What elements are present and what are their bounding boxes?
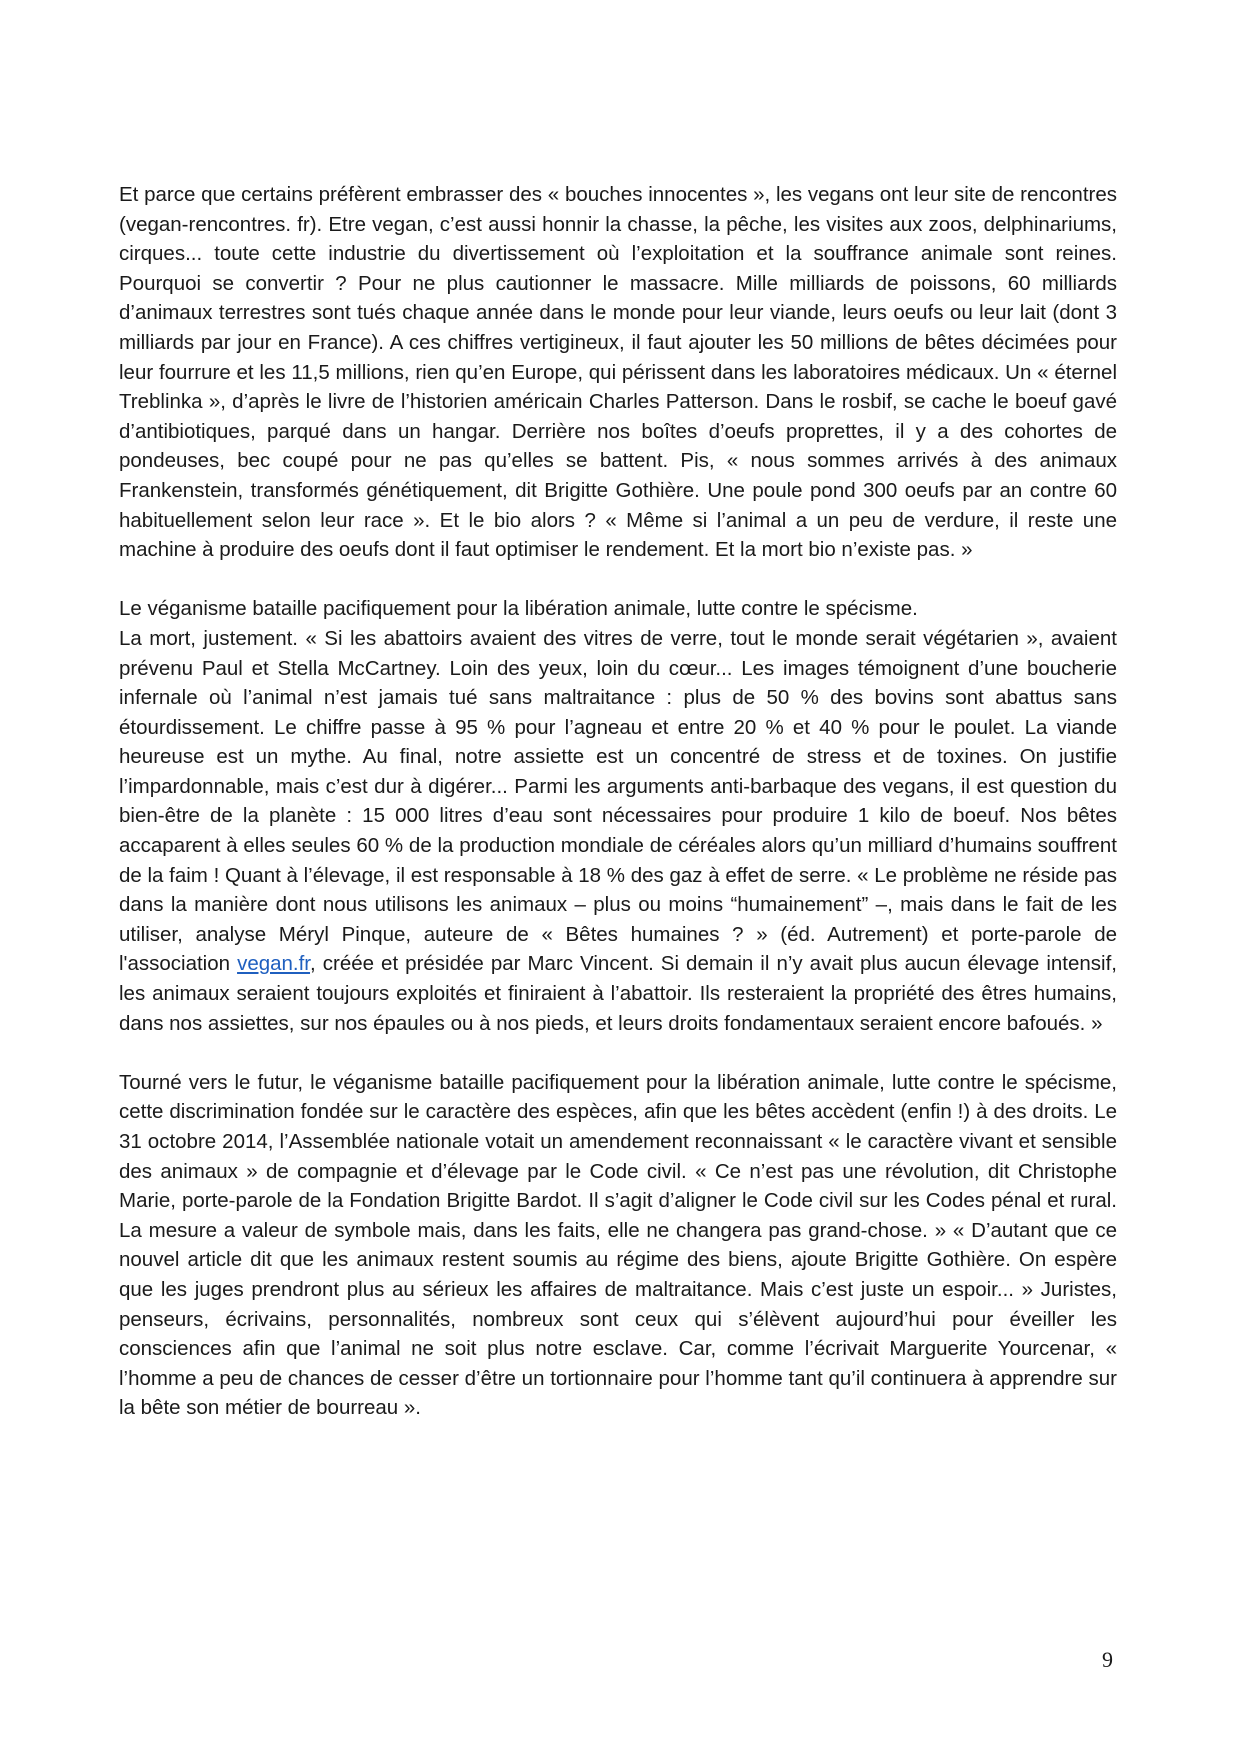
paragraph-slaughterhouses bbox=[119, 624, 1117, 1038]
paragraph-text-after-link: , créée et présidée par Marc Vincent. Si demain il n’y avait plus aucun élevage intensif, les animaux seraient toujours exploités et finiraient à l’abattoir. Ils resteraient la propriété des êtres humains, dans nos assiettes, sur nos épaules ou à nos pieds, et leurs droits fondamentaux seraient encore bafoués. » bbox=[119, 952, 1117, 1035]
paragraph-veganism-summary: Le véganisme bataille pacifiquement pour la libération animale, lutte contre le spécisme. bbox=[119, 597, 918, 621]
paragraph-animal-rights: Tourné vers le futur, le véganisme bataille pacifiquement pour la libération animale, lutte contre le spécisme, cette discrimination fondée sur le caractère des espèces, afin que les bêtes accèdent (enfin !) à des droits. Le 31 octobre 2014, l’Assemblée nationale votait un amendement reconnaissant « le caractère vivant et sensible des animaux » de compagnie et d’élevage par le Code civil. « Ce n’est pas une révolution, dit Christophe Marie, porte-parole de la Fondation Brigitte Bardot. Il s’agit d’aligner le Code civil sur les Codes pénal et rural. La mesure a valeur de symbole mais, dans les faits, elle ne changera pas grand-chose. » « D’autant que ce nouvel article dit que les animaux restent soumis au régime des biens, ajoute Brigitte Gothière. On espère que les juges prendront plus au sérieux les affaires de maltraitance. Mais c’est juste un espoir... » Juristes, penseurs, écrivains, personnalités, nombreux sont ceux qui s’élèvent aujourd’hui pour éveiller les consciences afin que l’animal ne soit plus notre esclave. Car, comme l’écrivait Marguerite Yourcenar, « l’homme a peu de chances de cesser d’être un tortionnaire pour l’homme tant qu’il continuera à apprendre sur la bête son métier de bourreau ». bbox=[119, 1070, 1117, 1420]
paragraph-dating-and-slaughter: Et parce que certains préfèrent embrasser des « bouches innocentes », les vegans ont leur site de rencontres (vegan-rencontres. fr). Etre vegan, c’est aussi honnir la chasse, la pêche, les visites aux zoos, delphinariums, cirques... toute cette industrie du divertissement où l’exploitation et la souffrance animale sont reines. Pourquoi se convertir ? Pour ne plus cautionner le massacre. Mille milliards de poissons, 60 milliards d’animaux terrestres sont tués chaque année dans le monde pour leur viande, leurs oeufs ou leur lait (dont 3 milliards par jour en France). A ces chiffres vertigineux, il faut ajouter les 50 millions de bêtes décimées pour leur fourrure et les 11,5 millions, rien qu’en Europe, qui périssent dans les laboratoires médicaux. Un « éternel Treblinka », d’après le livre de l’historien américain Charles Patterson. Dans le rosbif, se cache le boeuf gavé d’antibiotiques, parqué dans un hangar. Derrière nos boîtes d’oeufs proprettes, il y a des cohortes de pondeuses, bec coupé pour ne pas qu’elles se battent. Pis, « nous sommes arrivés à des animaux Frankenstein, transformés génétiquement, dit Brigitte Gothière. Une poule pond 300 oeufs par an contre 60 habituellement selon leur race ». Et le bio alors ? « Même si l’animal a un peu de verdure, il reste une machine à produire des oeufs dont il faut optimiser le rendement. Et la mort bio n’existe pas. » bbox=[119, 183, 1117, 562]
vegan-fr-link[interactable]: vegan.fr bbox=[237, 952, 311, 976]
paragraph-text-before-link: La mort, justement. « Si les abattoirs avaient des vitres de verre, tout le monde serait végétarien », avaient prévenu Paul et Stella McCartney. Loin des yeux, loin du cœur... Les images témoignent d’une boucherie infernale où l’animal n’est jamais tué sans maltraitance : plus de 50 % des bovins sont abattus sans étourdissement. Le chiffre passe à 95 % pour l’agneau et entre 20 % et 40 % pour le poulet. La viande heureuse est un mythe. Au final, notre assiette est un concentré de stress et de toxines. On justifie l’impardonnable, mais c’est dur à digérer... Parmi les arguments anti-barbaque des vegans, il est question du bien-être de la planète : 15 000 litres d’eau sont nécessaires pour produire 1 kilo de boeuf. Nos bêtes accaparent à elles seules 60 % de la production mondiale de céréales alors qu’un milliard d’humains souffrent de la faim ! Quant à l’élevage, il est responsable à 18 % des gaz à effet de serre. « Le problème ne réside pas dans la manière dont nous utilisons les animaux – plus ou moins “humainement” –, mais dans le fait de les utiliser, analyse Méryl Pinque, auteure de « Bêtes humaines ? » (éd. Autrement) et porte-parole de l'association bbox=[119, 626, 1117, 976]
article-body bbox=[119, 180, 1117, 1423]
page-number: 9 bbox=[1102, 1647, 1113, 1672]
